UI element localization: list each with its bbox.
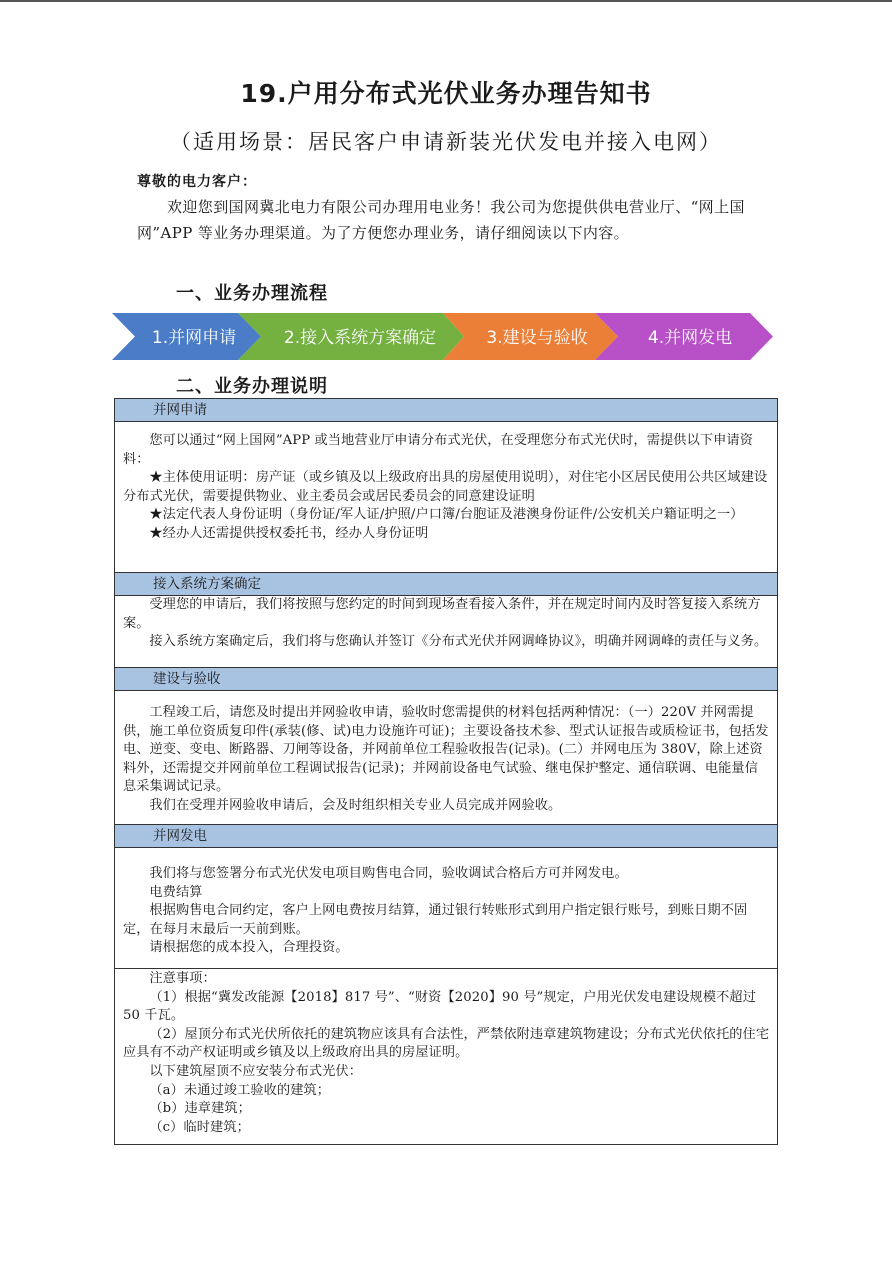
section-body-access-plan	[123, 596, 771, 652]
document-subtitle: （适用场景：居民客户申请新装光伏发电并接入电网）	[170, 130, 722, 154]
access-plan-p1: 受理您的申请后，我们将按照与您约定的时间到现场查看接入条件，并在规定时间内及时答复接入系统方案。	[123, 597, 761, 631]
section-heading-process: 一、业务办理流程	[176, 283, 328, 304]
instructions-table	[114, 398, 778, 1145]
notes-item-2: （2）屋顶分布式光伏所依托的建筑物应该具有合法性，严禁依附违章建筑物建设；分布式光伏依托的住宅应具有不动产权证明或乡镇及以上级政府出具的房屋证明。	[123, 1026, 770, 1061]
grid-generation-p3: 根据购售电合同约定，客户上网电费按月结算，通过银行转账形式到用户指定银行账号，到账日期不固定，在每月末最后一天前到账。	[123, 903, 748, 937]
section-header-grid-generation: 并网发电	[115, 824, 777, 848]
notes-list-intro: 以下建筑屋顶不应安装分布式光伏：	[149, 1063, 362, 1079]
construction-p2: 我们在受理并网验收申请后，会及时组织相关专业人员完成并网验收。	[149, 797, 562, 813]
notes-list-c: （c）临时建筑；	[149, 1119, 250, 1135]
section-header-access-plan: 接入系统方案确定	[115, 572, 777, 596]
process-flow-arrows	[112, 313, 774, 360]
flow-step-1-label: 1.并网申请	[151, 328, 237, 348]
grid-generation-p2: 电费结算	[149, 884, 203, 900]
section-header-grid-application: 并网申请	[115, 398, 777, 422]
process-flow	[112, 313, 774, 360]
section-body-grid-generation	[123, 865, 771, 958]
greeting: 尊敬的电力客户：	[137, 174, 257, 190]
grid-generation-p1: 我们将与您签署分布式光伏发电项目购售电合同，验收调试合格后方可并网发电。	[149, 866, 628, 881]
section-header-construction: 建设与验收	[115, 667, 777, 691]
intro-paragraph: 欢迎您到国网冀北电力有限公司办理用电业务！我公司为您提供供电营业厅、“网上国网”APP 等业务办理渠道。为了方便您办理业务，请仔细阅读以下内容。	[137, 198, 745, 242]
flow-step-4-label: 4.并网发电	[647, 328, 733, 348]
grid-generation-p4: 请根据您的成本投入，合理投资。	[149, 940, 349, 956]
notes-list-a: （a）未通过竣工验收的建筑；	[149, 1082, 331, 1098]
access-plan-p2: 接入系统方案确定后，我们将与您确认并签订《分布式光伏并网调峰协议》，明确并网调峰的责任与义务。	[149, 634, 768, 650]
notes-heading: 注意事项：	[149, 971, 216, 986]
flow-step-3-label: 3.建设与验收	[486, 328, 588, 348]
grid-application-p4: ★经办人还需提供授权委托书，经办人身份证明	[149, 525, 429, 541]
notes-body	[123, 970, 771, 1137]
notes-item-1: （1）根据“冀发改能源【2018】817 号”、“财资【2020】90 号”规定，户用光伏发电建设规模不超过 50 千瓦。	[123, 989, 756, 1024]
page-top-rule	[0, 0, 892, 2]
notes-list-b: （b）违章建筑；	[149, 1101, 251, 1117]
section-heading-instructions: 二、业务办理说明	[176, 376, 328, 397]
notes-divider	[115, 968, 777, 969]
section-body-construction	[123, 704, 771, 816]
grid-application-p1: 您可以通过“网上国网”APP 或当地营业厅申请分布式光伏，在受理您分布式光伏时，需提供以下申请资料：	[123, 433, 754, 467]
section-body-grid-application	[123, 432, 771, 544]
document-title: 19.户用分布式光伏业务办理告知书	[240, 79, 652, 108]
flow-step-2-label: 2.接入系统方案确定	[283, 328, 437, 348]
grid-application-p3: ★法定代表人身份证明（身份证/军人证/护照/户口簿/台胞证及港澳身份证件/公安机关户籍证明之一）	[149, 507, 744, 523]
grid-application-p2: ★主体使用证明：房产证（或乡镇及以上级政府出具的房屋使用说明），对住宅小区居民使用公共区域建设分布式光伏，需要提供物业、业主委员会或居民委员会的同意建设证明	[123, 470, 768, 504]
construction-p1: 工程竣工后，请您及时提出并网验收申请，验收时您需提供的材料包括两种情况：（一）220V 并网需提供，施工单位资质复印件(承装(修、试)电力设施许可证)；主要设备技术参、型式认证报告或质检证书，包括发电、逆变、变电、断路器、刀闸等设备，并网前单位工程验收报告(记录)。(二）并网电压为 380V，除上述资料外，还需提交并网前单位工程调试报告(记录)；并网前设备电气试验、继电保护整定、通信联调、电能量信息采集调试记录。	[123, 705, 769, 795]
